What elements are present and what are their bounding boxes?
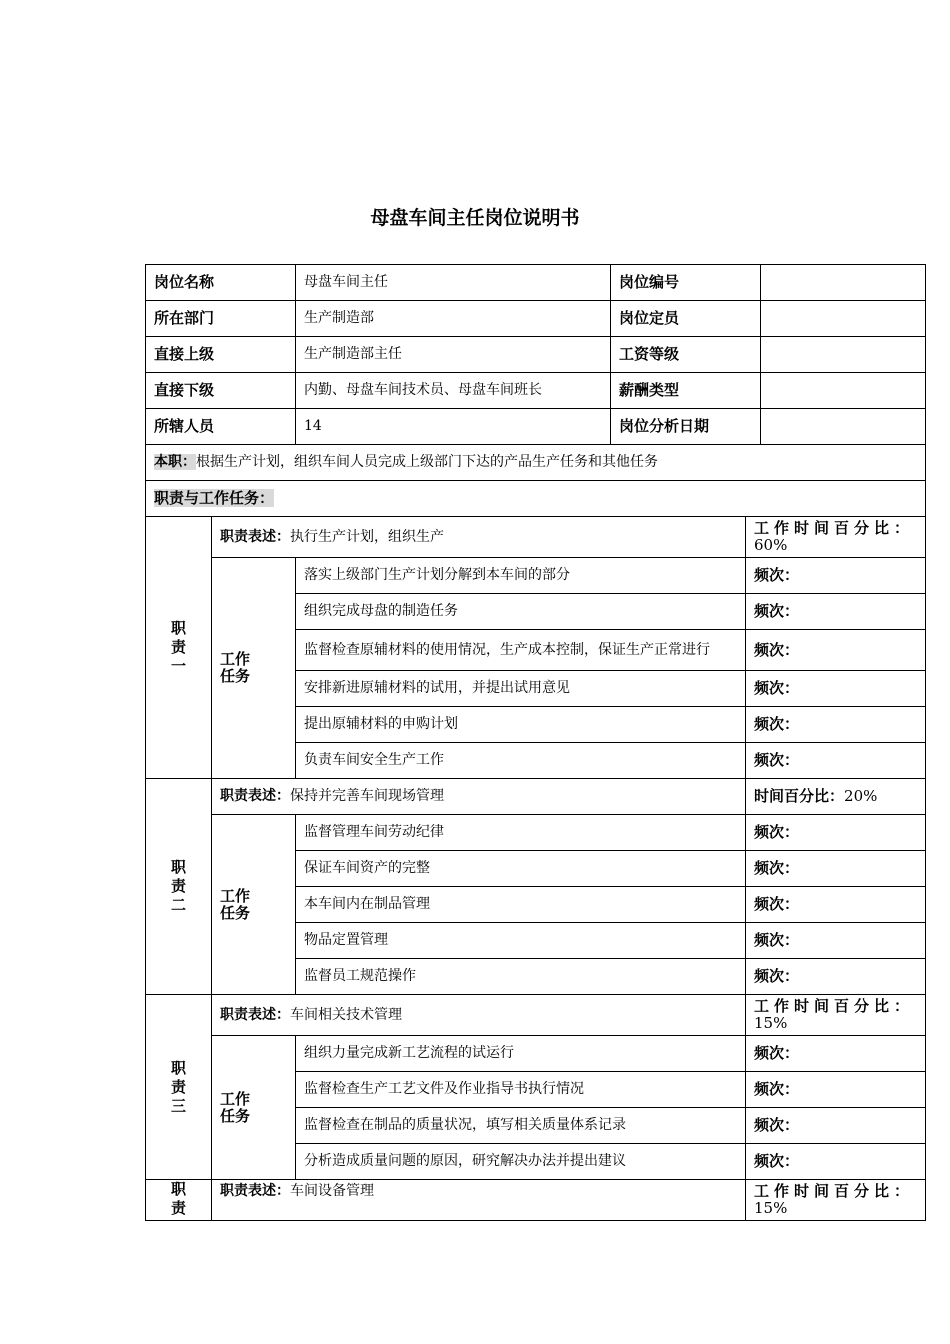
quota-label: 岗位定员: [611, 301, 761, 337]
salary-type-label: 薪酬类型: [611, 373, 761, 409]
wage-grade-value: [761, 337, 926, 373]
quota-value: [761, 301, 926, 337]
wage-grade-label: 工资等级: [611, 337, 761, 373]
duty-2-task-3: 本车间内在制品管理: [296, 887, 746, 923]
duty-1-freq-1: 频次：: [746, 558, 926, 594]
duty-1-task-label: 工作任务: [212, 558, 296, 779]
analysis-date-value: [761, 409, 926, 445]
duty-3-desc: 职责表述：车间相关技术管理: [212, 995, 746, 1036]
duty-2-freq-1: 频次：: [746, 815, 926, 851]
duty-1-freq-6: 频次：: [746, 743, 926, 779]
subordinate-value: 内勤、母盘车间技术员、母盘车间班长: [296, 373, 611, 409]
main-duty-text: 根据生产计划，组织车间人员完成上级部门下达的产品生产任务和其他任务: [196, 454, 658, 470]
duty-3-freq-4: 频次：: [746, 1144, 926, 1180]
duty-3-freq-2: 频次：: [746, 1072, 926, 1108]
position-name-value: 母盘车间主任: [296, 265, 611, 301]
duty-3-freq-3: 频次：: [746, 1108, 926, 1144]
duty-1-freq-3: 频次：: [746, 630, 926, 671]
duty-3-task-3: 监督检查在制品的质量状况，填写相关质量体系记录: [296, 1108, 746, 1144]
superior-label: 直接上级: [146, 337, 296, 373]
duty-1-pct: 工作时间百分比： 60%: [746, 517, 926, 558]
duty-1-task-5: 提出原辅材料的申购计划: [296, 707, 746, 743]
duties-header-row: [146, 481, 926, 517]
duty-3-task-4: 分析造成质量问题的原因，研究解决办法并提出建议: [296, 1144, 746, 1180]
position-code-value: [761, 265, 926, 301]
duty-4-pct: 工作时间百分比： 15%: [746, 1180, 926, 1221]
duty-3-task-label: 工作任务: [212, 1036, 296, 1180]
duty-2-freq-3: 频次：: [746, 887, 926, 923]
duty-2-freq-4: 频次：: [746, 923, 926, 959]
department-value: 生产制造部: [296, 301, 611, 337]
duty-2-task-2: 保证车间资产的完整: [296, 851, 746, 887]
position-name-label: 岗位名称: [146, 265, 296, 301]
analysis-date-label: 岗位分析日期: [611, 409, 761, 445]
duty-3-task-1: 组织力量完成新工艺流程的试运行: [296, 1036, 746, 1072]
main-duty-row: [146, 445, 926, 481]
department-label: 所在部门: [146, 301, 296, 337]
duty-2-freq-5: 频次：: [746, 959, 926, 995]
duty-2-desc: 职责表述：保持并完善车间现场管理: [212, 779, 746, 815]
duty-2-task-4: 物品定置管理: [296, 923, 746, 959]
duties-header: 职责与工作任务：: [154, 489, 275, 507]
duty-4-desc: 职责表述：车间设备管理: [212, 1180, 746, 1221]
duty-3-freq-1: 频次：: [746, 1036, 926, 1072]
staff-count-label: 所辖人员: [146, 409, 296, 445]
duty-1-name: 职责一: [146, 517, 212, 779]
main-duty-label: 本职：: [154, 454, 196, 470]
duty-2-pct: 时间百分比：20%: [746, 779, 926, 815]
duty-1-task-2: 组织完成母盘的制造任务: [296, 594, 746, 630]
duty-2-task-1: 监督管理车间劳动纪律: [296, 815, 746, 851]
staff-count-value: 14: [296, 409, 611, 445]
subordinate-label: 直接下级: [146, 373, 296, 409]
salary-type-value: [761, 373, 926, 409]
duty-4-name: 职责: [146, 1180, 212, 1221]
duty-1-freq-4: 频次：: [746, 671, 926, 707]
duty-3-task-2: 监督检查生产工艺文件及作业指导书执行情况: [296, 1072, 746, 1108]
duty-1-task-3: 监督检查原辅材料的使用情况，生产成本控制，保证生产正常进行: [296, 630, 746, 671]
duty-1-desc: 职责表述：执行生产计划，组织生产: [212, 517, 746, 558]
duty-2-name: 职责二: [146, 779, 212, 995]
position-code-label: 岗位编号: [611, 265, 761, 301]
superior-value: 生产制造部主任: [296, 337, 611, 373]
duty-1-task-4: 安排新进原辅材料的试用，并提出试用意见: [296, 671, 746, 707]
job-description-table: [145, 264, 926, 1221]
page-title: 母盘车间主任岗位说明书: [370, 207, 580, 229]
duty-2-task-5: 监督员工规范操作: [296, 959, 746, 995]
duty-3-name: 职责三: [146, 995, 212, 1180]
duty-2-task-label: 工作任务: [212, 815, 296, 995]
duty-1-freq-2: 频次：: [746, 594, 926, 630]
duty-3-pct: 工作时间百分比： 15%: [746, 995, 926, 1036]
duty-1-task-6: 负责车间安全生产工作: [296, 743, 746, 779]
duty-1-task-1: 落实上级部门生产计划分解到本车间的部分: [296, 558, 746, 594]
duty-2-freq-2: 频次：: [746, 851, 926, 887]
duty-1-freq-5: 频次：: [746, 707, 926, 743]
